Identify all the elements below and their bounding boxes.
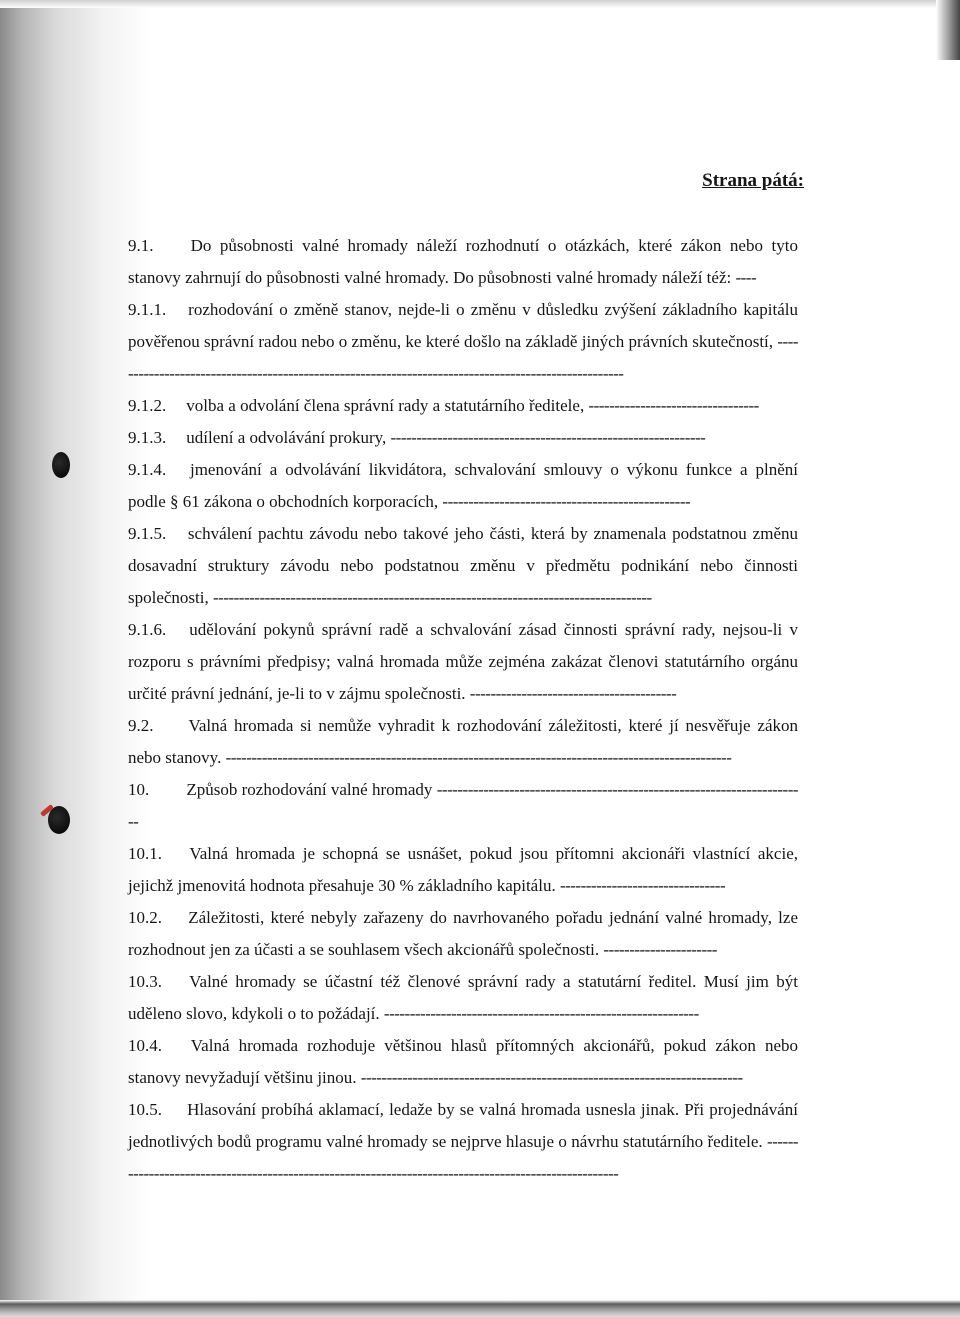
- paragraph-text: Valná hromada si nemůže vyhradit k rozhodování záležitosti, které jí nesvěřuje zákon nebo stanovy.: [128, 716, 798, 767]
- page-number-heading: Strana pátá:: [702, 170, 804, 191]
- paragraph-number: 10.: [128, 780, 150, 799]
- paragraph-text: Způsob rozhodování valné hromady: [186, 780, 433, 799]
- paragraph-number: 9.1.1.: [128, 300, 167, 319]
- paragraph-number: 10.1.: [128, 844, 162, 863]
- paragraph-number: 9.1.6.: [128, 620, 167, 639]
- dash-filler: -------------------------------------------------------------: [383, 1004, 699, 1023]
- dash-filler: --------------------------------------------------------------------------------------------------: [225, 748, 732, 767]
- dash-filler: --------------------------------------------------------------------------: [360, 1068, 743, 1087]
- paragraph-number: 9.2.: [128, 716, 154, 735]
- scan-top-edge: [0, 0, 960, 8]
- paragraph-number: 10.4.: [128, 1036, 162, 1055]
- paragraph-text: rozhodování o změně stanov, nejde-li o změnu v důsledku zvýšení základního kapitálu pověřenou správní radou nebo o změnu, ke které došlo na základě jiných právních skutečností,: [128, 300, 799, 351]
- paragraph-text: Valná hromada je schopná se usnášet, pokud jsou přítomni akcionáři vlastnící akcie, jejichž jmenovitá hodnota přesahuje 30 % základního kapitálu.: [128, 844, 798, 895]
- paragraph-9-1-4: [128, 454, 798, 518]
- paragraph-text: Hlasování probíhá aklamací, ledaže by se valná hromada usnesla jinak. Při projednávání jednotlivých bodů programu valné hromady se nejprve hlasuje o návrhu statutárního ředitele.: [128, 1100, 799, 1151]
- paragraph-number: 9.1.: [128, 236, 154, 255]
- paragraph-number: 10.3.: [128, 972, 162, 991]
- dash-filler: -------------------------------------------------------------------------------------: [213, 588, 652, 607]
- paragraph-text: udílení a odvolávání prokury,: [186, 428, 387, 447]
- paragraph-9-1-6: [128, 614, 798, 710]
- paragraph-text: Záležitosti, které nebyly zařazeny do navrhovaného pořadu jednání valné hromady, lze rozhodnout jen za účasti a se souhlasem všech akcionářů společnosti.: [128, 908, 799, 959]
- document-body: [128, 230, 798, 1190]
- paragraph-text: Valná hromada rozhoduje většinou hlasů přítomných akcionářů, pokud zákon nebo stanovy nevyžadují většinu jinou.: [128, 1036, 798, 1087]
- binder-hole-mark: [48, 806, 70, 834]
- paragraph-text: jmenování a odvolávání likvidátora, schvalování smlouvy o výkonu funkce a plnění podle § 61 zákona o obchodních korporacích,: [128, 460, 799, 511]
- paragraph-10-2: [128, 902, 798, 966]
- dash-filler: -------------------------------------------------------------: [390, 428, 706, 447]
- dash-filler: ----------------------------------------------------------------------------------------------------: [128, 332, 799, 383]
- paragraph-9-2: [128, 710, 798, 774]
- scan-right-edge: [936, 0, 960, 60]
- dash-filler: ------------------------------------------------------------------------: [128, 780, 799, 831]
- binder-hole-mark: [52, 452, 70, 478]
- scan-bottom-edge: [0, 1300, 960, 1317]
- paragraph-text: Do působnosti valné hromady náleží rozhodnutí o otázkách, které zákon nebo tyto stanovy zahrnují do působnosti valné hromady. Do působnosti valné hromady náleží též:: [128, 236, 798, 287]
- paragraph-10-4: [128, 1030, 798, 1094]
- paragraph-9-1-5: [128, 518, 798, 614]
- paragraph-10-5: [128, 1094, 798, 1190]
- paragraph-9-1-2: [128, 390, 798, 422]
- paragraph-9-1-1: [128, 294, 798, 390]
- paragraph-number: 9.1.3.: [128, 428, 167, 447]
- paragraph-text: udělování pokynů správní radě a schvalování zásad činnosti správní rady, nejsou-li v rozporu s právními předpisy; valná hromada může zejména zakázat členovi statutárního orgánu určité právní jednání, je-li to v zájmu společnosti.: [128, 620, 798, 703]
- dash-filler: ----: [735, 268, 757, 287]
- dash-filler: ----------------------: [603, 940, 717, 959]
- dash-filler: --------------------------------: [559, 876, 726, 895]
- dash-filler: ------------------------------------------------: [442, 492, 691, 511]
- dash-filler: ----------------------------------------: [469, 684, 677, 703]
- section-heading-10: [128, 774, 798, 838]
- paragraph-number: 9.1.4.: [128, 460, 167, 479]
- paragraph-text: schválení pachtu závodu nebo takové jeho části, která by znamenala podstatnou změnu dosavadní struktury závodu nebo podstatnou změnu v předmětu podnikání nebo činnosti společnosti,: [128, 524, 798, 607]
- dash-filler: -----------------------------------------------------------------------------------------------------: [128, 1132, 799, 1183]
- paragraph-text: Valné hromady se účastní též členové správní rady a statutární ředitel. Musí jim být uděleno slovo, kdykoli o to požádají.: [128, 972, 798, 1023]
- paragraph-number: 9.1.2.: [128, 396, 167, 415]
- dash-filler: ---------------------------------: [588, 396, 759, 415]
- paragraph-number: 9.1.5.: [128, 524, 167, 543]
- paragraph-text: volba a odvolání člena správní rady a statutárního ředitele,: [186, 396, 585, 415]
- paragraph-10-1: [128, 838, 798, 902]
- paragraph-number: 10.5.: [128, 1100, 162, 1119]
- paragraph-9-1-3: [128, 422, 798, 454]
- paragraph-number: 10.2.: [128, 908, 162, 927]
- paragraph-9-1: [128, 230, 798, 294]
- paragraph-10-3: [128, 966, 798, 1030]
